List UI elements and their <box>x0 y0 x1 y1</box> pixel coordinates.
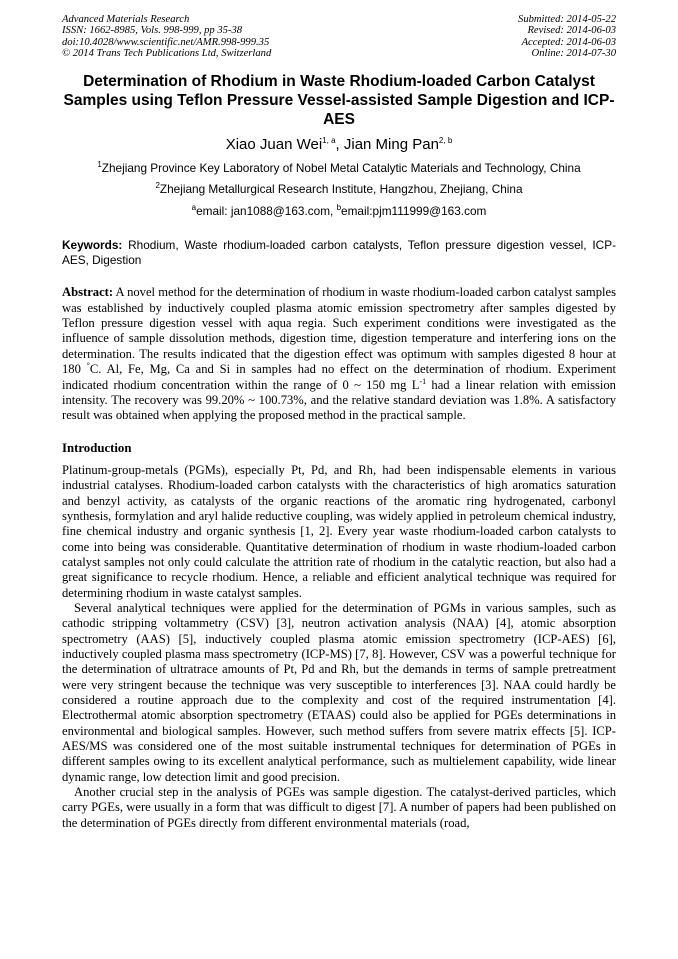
date-revised: Revised: 2014-06-03 <box>527 25 616 37</box>
affiliation-text: Zhejiang Metallurgical Research Institute, Hangzhou, Zhejiang, China <box>159 182 523 197</box>
abstract <box>62 285 616 424</box>
affiliation-text: Zhejiang Province Key Laboratory of Nobel Metal Catalytic Materials and Technology, China <box>101 161 581 176</box>
keywords <box>62 238 616 267</box>
publication-dates <box>518 14 616 59</box>
journal-name: Advanced Materials Research <box>62 14 190 25</box>
date-online: Online: 2014-07-30 <box>531 47 616 59</box>
email-marker: a <box>191 203 197 213</box>
body-paragraph: Another crucial step in the analysis of PGEs was sample digestion. The catalyst-derived particles, which carry PGEs, were usually in a form that was difficult to digest [7]. A number of papers had been published on the determination of PGEs directly from different environmental materials (road, <box>62 785 616 830</box>
affiliation <box>62 161 616 175</box>
affiliation-marker: 2 <box>155 181 160 191</box>
email-marker: b <box>336 203 342 213</box>
author-emails <box>62 204 616 218</box>
journal-info <box>62 14 271 59</box>
author-name: Xiao Juan Wei <box>225 136 323 154</box>
unit-exponent: -1 <box>419 376 427 386</box>
author-name: Jian Ming Pan <box>343 136 439 154</box>
email-text: email: jan1088@163.com, <box>196 204 337 219</box>
journal-issn: ISSN: 1662-8985, Vols. 998-999, pp 35-38 <box>62 25 243 37</box>
abstract-text: A novel method for the determination of rhodium in waste rhodium-loaded carbon catalyst samples was established by inductively coupled plasma atomic emission spectrometry after samples digested by Teflon pressure digestion vessel with aqua regia. Such experiment conditions were investigated as the influence of sample dissolution methods, digestion time, digestion temperature and interfering ions on the determination. The results indicated that the digestion effect was optimum with samples digested 8 hour at 180 <box>62 285 616 377</box>
journal-copyright: © 2014 Trans Tech Publications Ltd, Switzerland <box>62 47 272 59</box>
journal-header <box>62 14 616 59</box>
abstract-label: Abstract: <box>62 285 114 300</box>
keywords-label: Keywords: <box>62 238 123 253</box>
degree-symbol: ° <box>86 361 90 371</box>
body-paragraph: Several analytical techniques were applied for the determination of PGMs in various samples, such as cathodic stripping voltammetry (CSV) [3], neutron activation analysis (NAA) [4], atomic absorption spectrometry (AAS) [5], inductively coupled plasma atomic emission spectrometry (ICP-AES) [6], inductively coupled plasma mass spectrometry (ICP-MS) [7, 8]. However, CSV was a powerful technique for the determination of ultratrace amounts of Pt, Pd and Rh, but the demands in terms of sample pretreatment were very stringent because the technique was very susceptible to interferences [3]. NAA could hardly be considered a routine approach due to the complexity and cost of the required instrumentation [4]. Electrothermal atomic absorption spectrometry (ETAAS) could also be applied for PGEs determinations in environmental and biological samples. However, such method suffers from severe matrix effects [5]. ICP-AES/MS was considered one of the most suitable instrumental techniques for determination of PGEs in different samples owing to its excellent analytical performance, such as multielement capability, wide linear dynamic range, low detection limit and good precision. <box>62 600 616 784</box>
author-affiliation-marker: 1, a <box>322 136 336 146</box>
section-heading-introduction: Introduction <box>62 440 132 455</box>
body-paragraph: Platinum-group-metals (PGMs), especially Pt, Pd, and Rh, had been indispensable elements in various industrial catalyses. Rhodium-loaded carbon catalysts with the characteristics of high aromatics saturation and benzyl activity, as catalysts of the organic reactions of the aromatic ring hydrogenated, carbonyl synthesis, formylation and aryl halide reductive coupling, was widely applied in petroleum chemical industry, fine chemical industry and organic synthesis [1, 2]. Every year waste rhodium-loaded carbon catalysts to come into being was considerable. Quantitative determination of rhodium in waste rhodium-loaded carbon catalyst samples not only could calculate the attrition rate of rhodium in the catalytic reaction, but also had a great significance to recycle rhodium. Hence, a reliable and efficient analytical technique was required for determining rhodium in waste catalyst samples. <box>62 462 616 600</box>
journal-doi: doi:10.4028/www.scientific.net/AMR.998-999.35 <box>62 36 270 48</box>
paper-title: Determination of Rhodium in Waste Rhodium-loaded Carbon Catalyst Samples using Teflon Pressure Vessel-assisted Sample Digestion and ICP-AES <box>63 73 615 129</box>
date-submitted: Submitted: 2014-05-22 <box>518 14 616 25</box>
abstract-text: C. Al, Fe, Mg, Ca and Si in samples had no effect on the determination of rhodium. Experiment indicated rhodium concentration within the range of 0 ~ 150 mg L <box>62 362 616 392</box>
affiliation <box>62 182 616 196</box>
affiliation-marker: 1 <box>97 160 102 170</box>
abstract-text: had a linear relation with emission intensity. The recovery was 99.20% ~ 100.73%, and the relative standard deviation was 1.8%. A satisfactory result was obtained when applying the proposed method in the practical sample. <box>62 377 616 423</box>
keywords-text: Rhodium, Waste rhodium-loaded carbon catalysts, Teflon pressure digestion vessel, ICP-AES, Digestion <box>62 238 616 267</box>
author-separator: , <box>335 136 344 154</box>
author-list <box>62 136 616 154</box>
email-text: email:pjm111999@163.com <box>341 204 487 219</box>
date-accepted: Accepted: 2014-06-03 <box>521 36 616 48</box>
author-affiliation-marker: 2, b <box>438 136 453 146</box>
